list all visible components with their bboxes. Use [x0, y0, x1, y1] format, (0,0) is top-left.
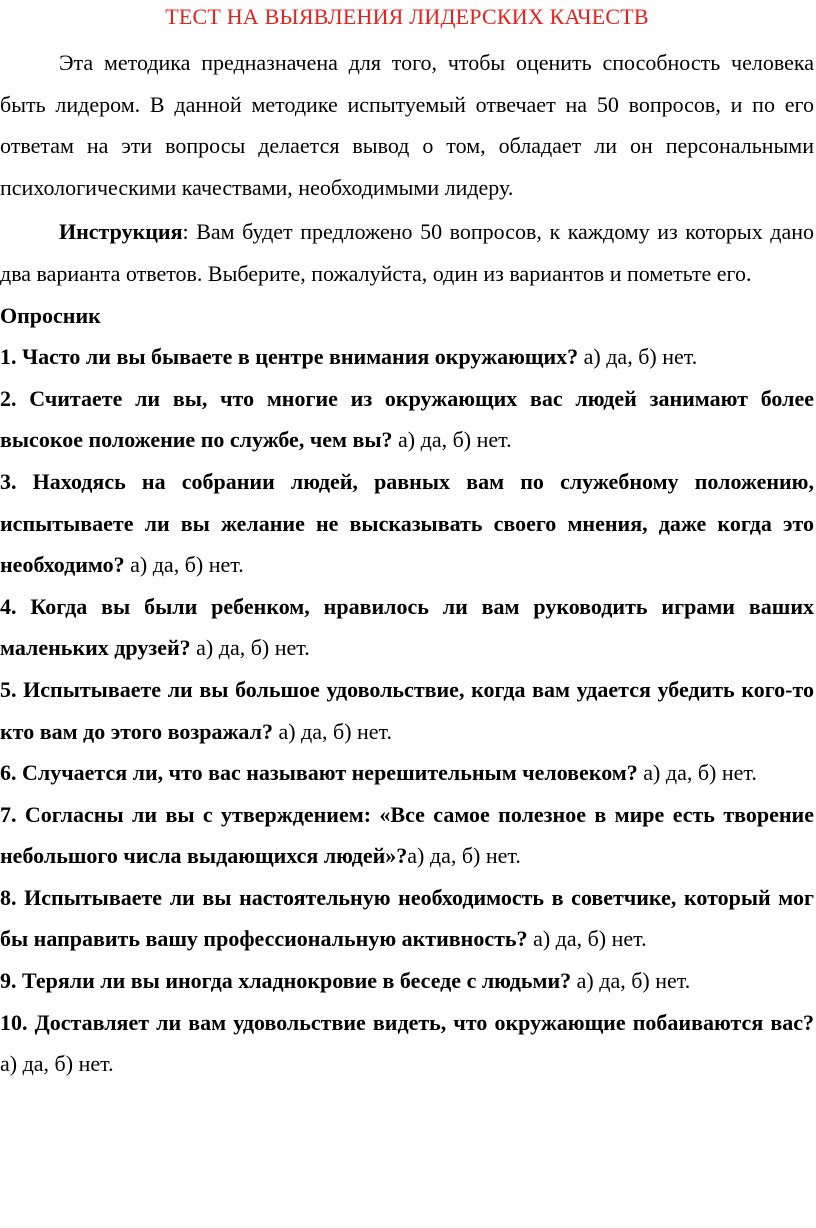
question-item-8 — [0, 877, 814, 960]
section-title: Опросник — [0, 302, 101, 328]
question-text: 8. Испытываете ли вы настоятельную необходимость в советчике, который мог бы направить вашу профессиональную активность? — [0, 884, 814, 952]
instruction-text: : Вам будет предложено 50 вопросов, к каждому из которых дано два варианта ответов. Выберите, пожалуйста, один из вариантов и пометьте его. — [0, 219, 814, 286]
question-item-7 — [0, 794, 814, 877]
question-list — [0, 336, 814, 1085]
question-text: 5. Испытываете ли вы большое удовольствие, когда вам удается убедить кого-то кто вам до этого возражал? — [0, 676, 814, 744]
instruction-label: Инструкция — [59, 219, 183, 245]
question-item-6 — [0, 752, 814, 794]
question-item-5 — [0, 669, 814, 752]
question-item-9 — [0, 960, 814, 1002]
question-text: 1. Часто ли вы бываете в центре внимания окружающих? — [0, 344, 579, 370]
document-title: ТЕСТ НА ВЫЯВЛЕНИЯ ЛИДЕРСКИХ КАЧЕСТВ — [165, 4, 649, 29]
answer-options: а) да, б) нет. — [124, 552, 244, 578]
question-item-4 — [0, 586, 814, 669]
question-item-1 — [0, 336, 814, 378]
question-text: 10. Доставляет ли вам удовольствие видеть, что окружающие побаиваются вас? — [0, 1009, 814, 1035]
answer-options: а) да, б) нет. — [392, 427, 512, 453]
intro-paragraph: Эта методика предназначена для того, чтобы оценить способность человека быть лидером. В данной методике испытуемый отвечает на 50 вопросов, и по его ответам на эти вопросы делается вывод о том, обладает ли он персональными психологическими качествами, необходимыми лидеру. — [0, 50, 814, 200]
answer-options: а) да, б) нет. — [637, 760, 757, 786]
answer-options: а) да, б) нет. — [571, 968, 691, 994]
question-text: 7. Согласны ли вы с утверждением: «Все самое полезное в мире есть творение небольшого числа выдающихся людей»? — [0, 801, 814, 869]
question-item-2 — [0, 378, 814, 461]
question-item-3 — [0, 461, 814, 586]
question-text: 4. Когда вы были ребенком, нравилось ли вам руководить играми ваших маленьких друзей? — [0, 593, 814, 661]
answer-options: а) да, б) нет. — [190, 635, 310, 661]
question-item-10 — [0, 1002, 814, 1085]
question-text: 2. Считаете ли вы, что многие из окружающих вас людей занимают более высокое положение по службе, чем вы? — [0, 385, 814, 453]
question-text: 9. Теряли ли вы иногда хладнокровие в беседе с людьми? — [0, 968, 572, 994]
answer-options: а) да, б) нет. — [407, 843, 521, 869]
instruction-paragraph — [0, 211, 814, 294]
answer-options: а) да, б) нет. — [272, 718, 393, 744]
answer-options: а) да, б) нет. — [578, 344, 698, 370]
question-text: 6. Случается ли, что вас называют нерешительным человеком? — [0, 760, 638, 786]
question-text: 3. Находясь на собрании людей, равных вам по служебному положению, испытываете ли вы желание не высказывать своего мнения, даже когда это необходимо? — [0, 468, 814, 578]
answer-options: а) да, б) нет. — [0, 1051, 114, 1077]
document-page — [0, 4, 816, 1228]
answer-options: а) да, б) нет. — [527, 926, 647, 952]
